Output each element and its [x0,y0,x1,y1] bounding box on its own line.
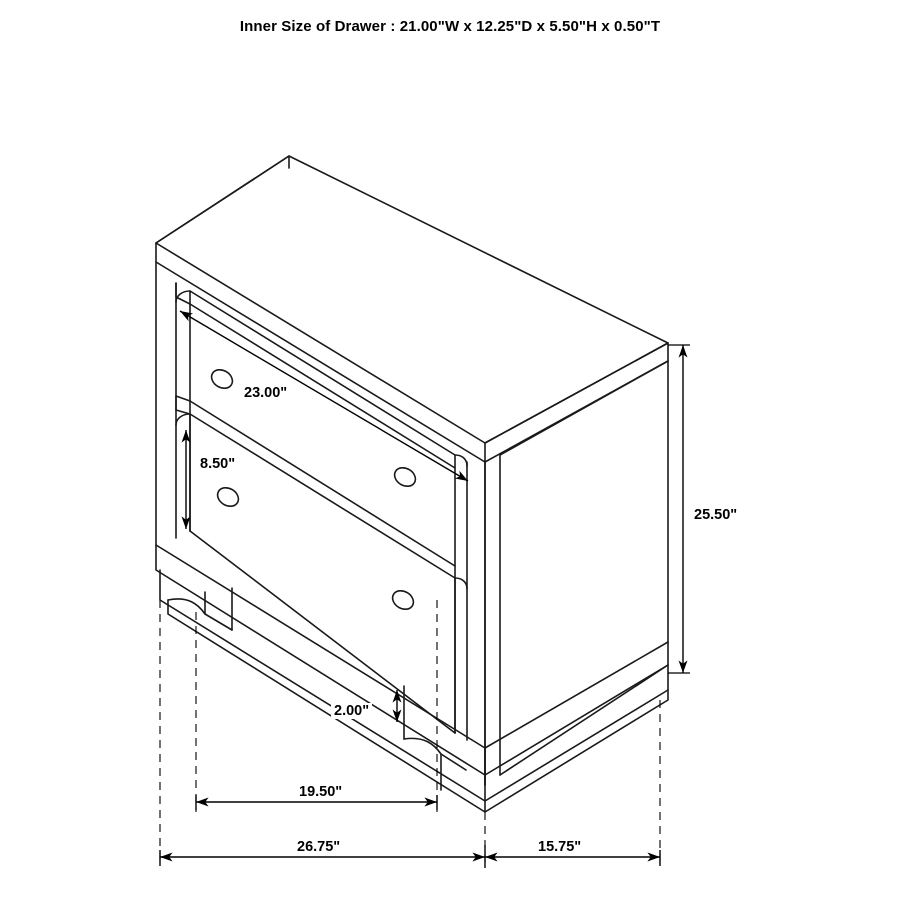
label-base-clearance: 2.00" [331,703,372,719]
label-inner-width: 19.50" [296,784,345,800]
label-overall-depth: 15.75" [535,839,584,855]
label-drawer-width: 23.00" [241,385,290,401]
label-overall-width: 26.75" [294,839,343,855]
label-drawer-height: 8.50" [197,456,238,472]
page-title: Inner Size of Drawer : 21.00"W x 12.25"D x 5.50"H x 0.50"T [239,18,661,35]
extension-lines [160,600,660,866]
label-overall-height: 25.50" [691,507,740,523]
